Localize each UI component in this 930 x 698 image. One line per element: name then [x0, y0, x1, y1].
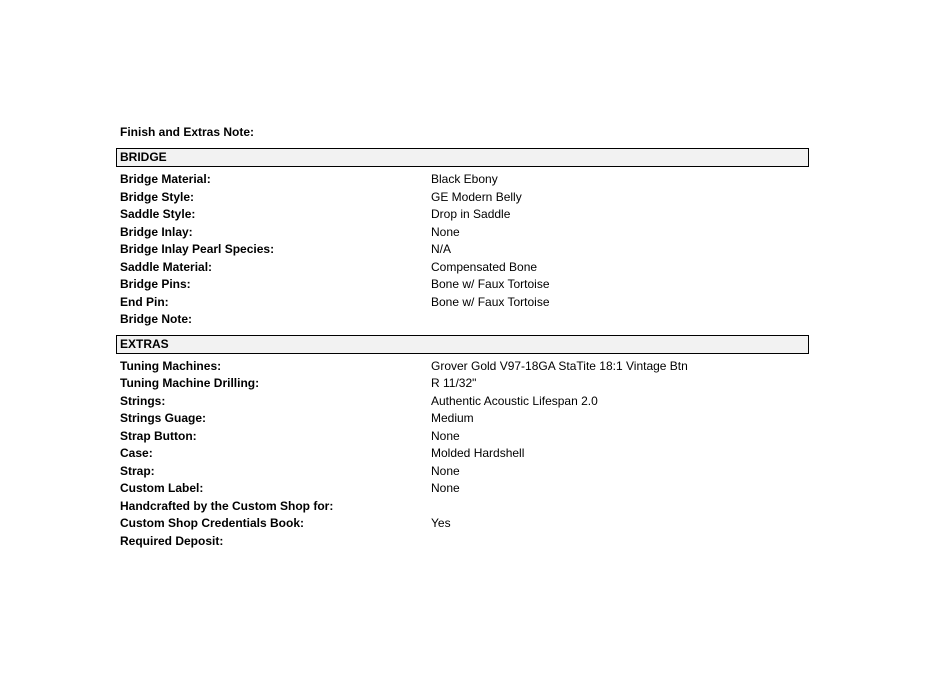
extras-row-value: [431, 533, 809, 551]
extras-row-label: Handcrafted by the Custom Shop for:: [120, 498, 334, 513]
extras-row-label: Custom Shop Credentials Book:: [120, 516, 305, 530]
extras-row-label: Case:: [120, 446, 153, 460]
bridge-section-header: BRIDGE: [116, 148, 809, 167]
extras-row-value: Grover Gold V97-18GA StaTite 18:1 Vintage Btn: [431, 358, 688, 373]
bridge-row-value: Bone w/ Faux Tortoise: [431, 294, 550, 309]
extras-row: [116, 498, 809, 516]
bridge-row-label: Bridge Style:: [120, 189, 195, 204]
extras-row: [116, 515, 809, 533]
bridge-row: [116, 224, 809, 242]
bridge-row-label: Bridge Pins:: [120, 277, 191, 291]
bridge-row-label: Saddle Material:: [120, 259, 213, 274]
bridge-row-value: Compensated Bone: [431, 259, 538, 274]
bridge-row: [116, 311, 809, 329]
extras-row-value: Molded Hardshell: [431, 446, 525, 460]
extras-row-label: Strings:: [120, 393, 166, 408]
extras-row-value: Yes: [431, 516, 451, 530]
extras-row: [116, 445, 809, 463]
bridge-row-label: Saddle Style:: [120, 207, 196, 221]
bridge-rows: [116, 171, 809, 329]
bridge-row-value: None: [431, 224, 460, 239]
extras-row-value: None: [431, 463, 460, 478]
bridge-row-value: Drop in Saddle: [431, 207, 511, 221]
bridge-row-label: End Pin:: [120, 294, 169, 309]
extras-row: [116, 358, 809, 376]
bridge-row: [116, 189, 809, 207]
extras-row: [116, 393, 809, 411]
bridge-row-value: Black Ebony: [431, 172, 498, 186]
bridge-row-value: N/A: [431, 242, 452, 256]
finish-extras-note-label: Finish and Extras Note:: [120, 125, 255, 139]
bridge-row: [116, 241, 809, 259]
bridge-row: [116, 206, 809, 224]
extras-section-header: EXTRAS: [116, 335, 809, 354]
bridge-row-label: Bridge Note:: [120, 312, 192, 326]
bridge-row: [116, 276, 809, 294]
bridge-row: [116, 259, 809, 277]
extras-row-value: [431, 498, 809, 516]
bridge-row: [116, 294, 809, 312]
extras-row-value: None: [431, 428, 460, 443]
extras-row: [116, 428, 809, 446]
extras-row: [116, 480, 809, 498]
extras-rows: [116, 358, 809, 551]
extras-row: [116, 533, 809, 551]
extras-row-value: R 11/32": [431, 376, 477, 390]
bridge-row-value: GE Modern Belly: [431, 189, 522, 204]
extras-row: [116, 410, 809, 428]
extras-row-value: Authentic Acoustic Lifespan 2.0: [431, 393, 598, 408]
extras-row-value: Medium: [431, 411, 474, 425]
bridge-row-label: Bridge Inlay:: [120, 224, 193, 239]
extras-row-label: Custom Label:: [120, 481, 204, 495]
bridge-row: [116, 171, 809, 189]
extras-row: [116, 375, 809, 393]
extras-row-value: None: [431, 481, 460, 495]
extras-row-label: Tuning Machine Drilling:: [120, 376, 260, 390]
spec-sheet: [116, 124, 809, 550]
bridge-row-label: Bridge Material:: [120, 172, 211, 186]
extras-row-label: Strings Guage:: [120, 411, 207, 425]
bridge-row-label: Bridge Inlay Pearl Species:: [120, 242, 275, 256]
extras-row: [116, 463, 809, 481]
extras-row-label: Strap Button:: [120, 428, 197, 443]
extras-row-label: Strap:: [120, 463, 155, 478]
extras-row-label: Required Deposit:: [120, 533, 224, 548]
bridge-row-value: [431, 311, 809, 329]
bridge-row-value: Bone w/ Faux Tortoise: [431, 277, 550, 291]
extras-row-label: Tuning Machines:: [120, 358, 222, 373]
